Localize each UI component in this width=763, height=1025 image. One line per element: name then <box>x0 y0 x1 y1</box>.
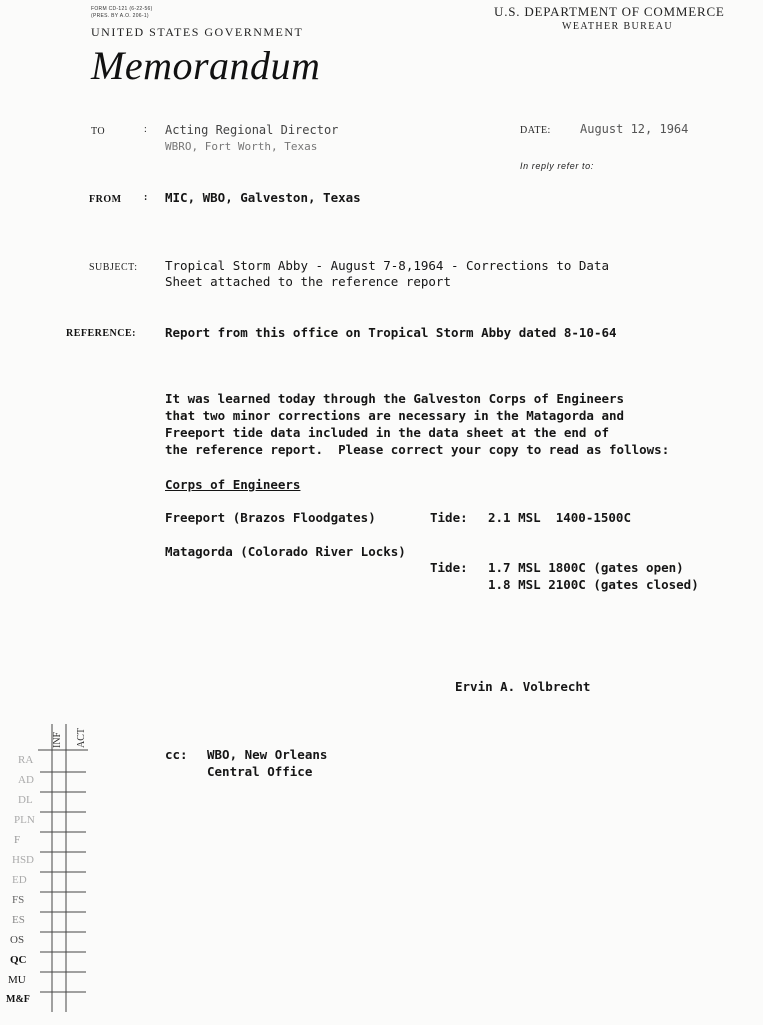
matagorda-tide-label: Tide: <box>430 560 468 575</box>
routing-grid <box>0 720 92 1020</box>
reference-label: REFERENCE: <box>66 328 137 339</box>
routing-row-hsd: HSD <box>12 854 35 866</box>
from-value: MIC, WBO, Galveston, Texas <box>165 190 361 205</box>
reply-note: In reply refer to: <box>520 161 594 171</box>
to-colon: : <box>144 124 148 135</box>
to-line-1: Acting Regional Director <box>165 123 339 137</box>
body-line-1: It was learned today through the Galveston Corps of Engineers <box>165 391 625 406</box>
freeport-tide-label: Tide: <box>430 510 468 525</box>
routing-row-pln: PLN <box>14 814 35 826</box>
body-line-4: the reference report. Please correct your copy to read as follows: <box>165 442 670 457</box>
subject-label: SUBJECT: <box>89 262 138 273</box>
from-colon: : <box>144 192 148 203</box>
matagorda-tide-line-2: 1.8 MSL 2100C (gates closed) <box>488 577 699 592</box>
department-heading: U.S. DEPARTMENT OF COMMERCE <box>494 4 725 19</box>
body-line-3: Freeport tide data included in the data sheet at the end of <box>165 425 610 440</box>
reference-value: Report from this office on Tropical Storm Abby dated 8-10-64 <box>165 325 617 340</box>
memo-title: Memorandum <box>91 43 321 88</box>
matagorda-station: Matagorda (Colorado River Locks) <box>165 544 406 559</box>
routing-row-es: ES <box>12 914 25 926</box>
routing-row-os: OS <box>10 934 25 946</box>
routing-row-f: F <box>14 834 21 846</box>
routing-row-ed: ED <box>12 874 27 886</box>
form-prescribed: (PRES. BY A.O. 206-1) <box>91 13 149 19</box>
subject-line-1: Tropical Storm Abby - August 7-8,1964 - Corrections to Data <box>165 258 610 273</box>
from-label: FROM <box>89 194 122 205</box>
government-heading: UNITED STATES GOVERNMENT <box>91 25 304 39</box>
routing-row-qc: QC <box>10 954 27 966</box>
routing-row-mu: MU <box>8 974 26 986</box>
matagorda-tide-line-1: 1.7 MSL 1800C (gates open) <box>488 560 684 575</box>
date-label: DATE: <box>520 125 551 136</box>
signature: Ervin A. Volbrecht <box>455 679 591 694</box>
cc-line-1: WBO, New Orleans <box>207 747 328 762</box>
cc-line-2: Central Office <box>207 764 313 779</box>
routing-row-mf: M&F <box>6 994 30 1005</box>
routing-row-dl: DL <box>18 794 33 806</box>
date-value: August 12, 1964 <box>580 122 689 136</box>
section-heading: Corps of Engineers <box>165 477 301 492</box>
routing-col-inf: INF <box>52 731 63 748</box>
form-number: FORM CD-121 (6-22-56) <box>91 6 153 12</box>
to-label: TO <box>91 126 106 137</box>
routing-row-ra: RA <box>18 754 34 766</box>
freeport-station: Freeport (Brazos Floodgates) <box>165 510 376 525</box>
subject-line-2: Sheet attached to the reference report <box>165 274 451 289</box>
cc-label: cc: <box>165 747 188 762</box>
body-line-2: that two minor corrections are necessary in the Matagorda and <box>165 408 625 423</box>
bureau-heading: WEATHER BUREAU <box>562 21 673 32</box>
routing-row-fs: FS <box>12 894 25 906</box>
freeport-tide-value: 2.1 MSL 1400-1500C <box>488 510 631 525</box>
to-line-2: WBRO, Fort Worth, Texas <box>165 140 318 153</box>
routing-row-ad: AD <box>18 774 34 786</box>
routing-col-act: ACT <box>76 728 87 748</box>
